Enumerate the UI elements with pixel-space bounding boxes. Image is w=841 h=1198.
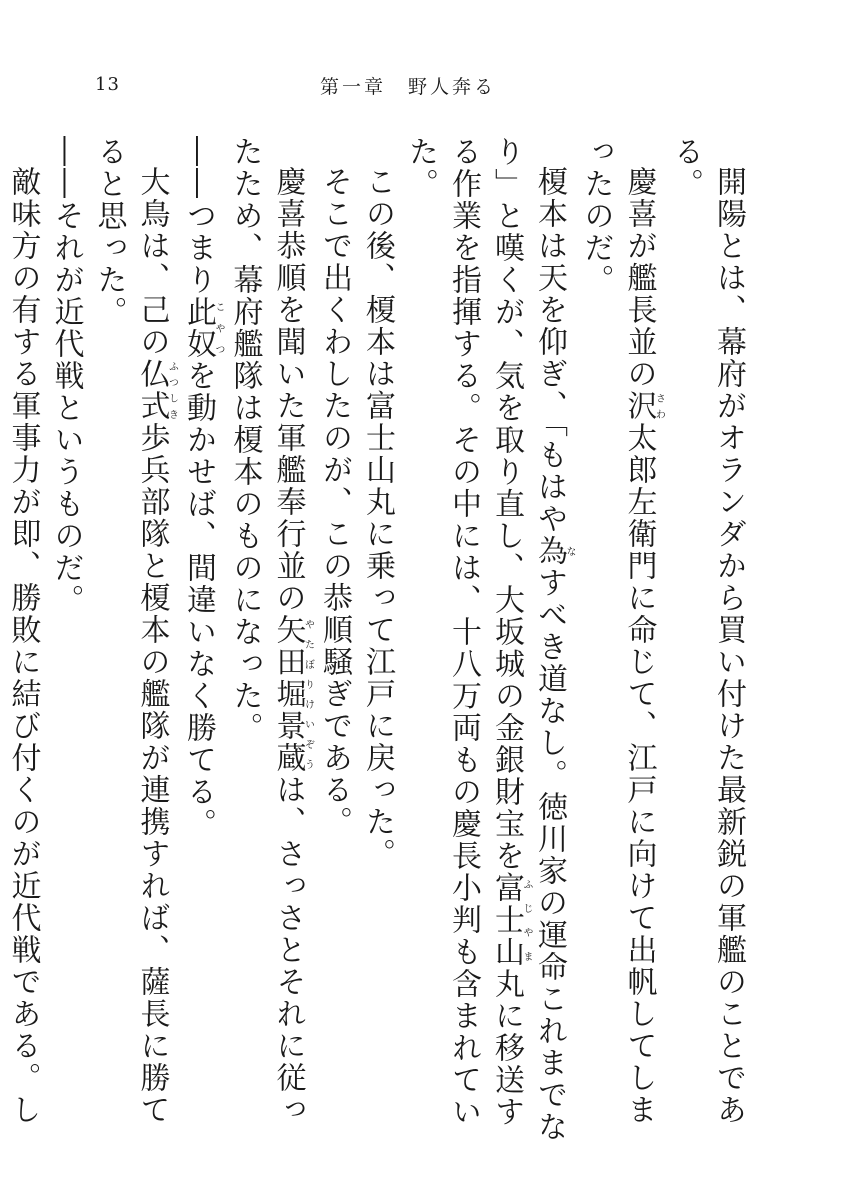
ruby-annotation: 富士山ふじやま [489,872,532,968]
paragraph: 大鳥は、己の仏式ふつしき歩兵部隊と榎本の艦隊が連携すれば、薩長に勝てると思った。 [91,136,178,1126]
running-head: 第一章 野人奔る [320,76,497,98]
paragraph: 慶喜が艦長並の沢さわ太郎左衛門に命じて、江戸に向けて出帆してしまったのだ。 [578,136,665,1126]
paragraph: 慶喜恭順を聞いた軍艦奉行並の矢田堀景蔵やたぼりけいぞうは、さっさとそれに従ったため、幕府艦隊は榎本のものになった。 [227,136,314,1126]
ruby-annotation: 仏式ふつしき [134,358,178,422]
body-text [5,136,750,1156]
page-number: 13 [95,74,120,95]
paragraph: ――つまり此奴こやつを動かせば、間違いなく勝てる。 [181,136,224,840]
ruby-annotation: 矢田堀景蔵やたぼりけいぞう [270,614,314,774]
paragraph: 榎本は天を仰ぎ、「もはや為なすべき道なし。徳川家の運命これまでなり」と嘆くが、気を取り直し、大坂城の金銀財宝を富士山ふじやま丸に移送する作業を指揮する。その中には、十八万両もの慶長小判も含まれていた。 [403,136,575,1143]
ruby-annotation: 為な [532,535,575,567]
ruby-annotation: 沢さわ [621,390,665,422]
paragraph: 開陽とは、幕府がオランダから買い付けた最新鋭の軍艦のことである。 [668,136,746,1126]
paragraph: そこで出くわしたのが、この恭順騒ぎである。 [317,166,352,838]
paragraph: 敵味方の有する軍事力が即、勝敗に結び付くのが近代戦である。し [5,166,41,1126]
paragraph: ――それが近代戦というものだ。 [48,136,84,616]
paragraph: この後、榎本は富士山丸に乗って江戸に戻った。 [360,166,395,870]
ruby-annotation: 此奴こやつ [181,296,224,360]
